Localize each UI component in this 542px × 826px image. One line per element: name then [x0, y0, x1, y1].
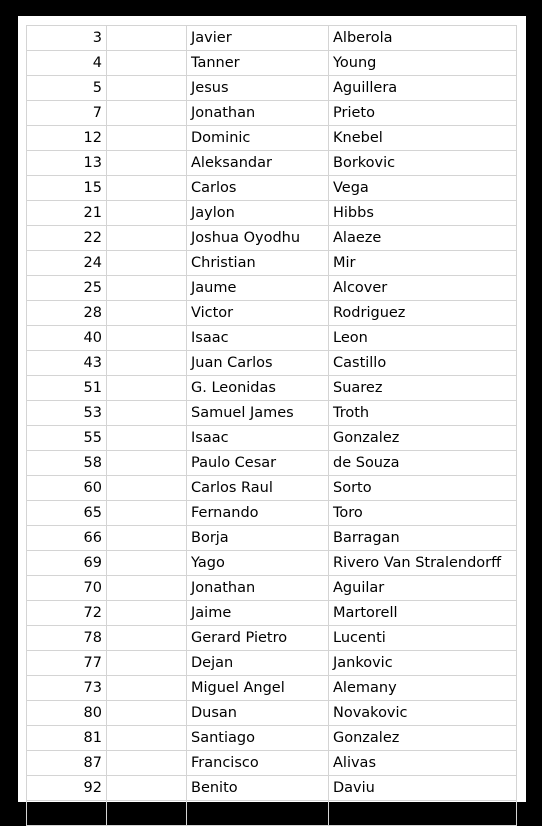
table-row — [27, 651, 517, 676]
empty-cell[interactable] — [107, 776, 187, 801]
last-name-cell[interactable]: Mir — [329, 251, 517, 276]
first-name-cell[interactable]: Miguel Angel — [187, 676, 329, 701]
first-name-cell[interactable]: Carlos Raul — [187, 476, 329, 501]
table-row — [27, 451, 517, 476]
last-name-cell[interactable]: Aguillera — [329, 76, 517, 101]
first-name-cell[interactable]: Javier — [187, 26, 329, 51]
last-name-cell[interactable]: Rivero Van Stralendorff — [329, 551, 517, 576]
table-row — [27, 226, 517, 251]
first-name-cell[interactable]: Borja — [187, 526, 329, 551]
empty-cell[interactable] — [107, 126, 187, 151]
first-name-cell[interactable]: Fernando — [187, 501, 329, 526]
last-name-cell[interactable]: Hibbs — [329, 201, 517, 226]
last-name-cell[interactable]: Sorto — [329, 476, 517, 501]
empty-cell[interactable] — [107, 576, 187, 601]
first-name-cell[interactable]: Paulo Cesar — [187, 451, 329, 476]
last-name-cell[interactable]: Jankovic — [329, 651, 517, 676]
player-number-cell[interactable]: 22 — [27, 226, 107, 251]
empty-cell[interactable] — [107, 701, 187, 726]
empty-cell[interactable] — [107, 801, 187, 826]
player-number-cell[interactable]: 24 — [27, 251, 107, 276]
table-row — [27, 701, 517, 726]
table-row — [27, 676, 517, 701]
first-name-cell[interactable]: Aleksandar — [187, 151, 329, 176]
empty-cell[interactable] — [107, 476, 187, 501]
empty-cell[interactable] — [107, 551, 187, 576]
player-number-cell[interactable]: 80 — [27, 701, 107, 726]
empty-cell[interactable] — [107, 101, 187, 126]
empty-cell[interactable] — [107, 426, 187, 451]
empty-cell[interactable] — [107, 201, 187, 226]
last-name-cell[interactable]: Suarez — [329, 376, 517, 401]
table-row — [27, 51, 517, 76]
table-row — [27, 801, 517, 826]
table-row — [27, 726, 517, 751]
player-number-cell[interactable]: 3 — [27, 26, 107, 51]
first-name-cell[interactable]: Jonathan — [187, 576, 329, 601]
last-name-cell[interactable]: Borkovic — [329, 151, 517, 176]
first-name-cell[interactable]: Yago — [187, 551, 329, 576]
roster-table-body — [27, 26, 517, 826]
last-name-cell[interactable]: Alcover — [329, 276, 517, 301]
player-number-cell[interactable]: 40 — [27, 326, 107, 351]
first-name-cell[interactable]: Dusan — [187, 701, 329, 726]
last-name-cell[interactable]: Rodriguez — [329, 301, 517, 326]
player-number-cell[interactable]: 72 — [27, 601, 107, 626]
last-name-cell[interactable]: Barragan — [329, 526, 517, 551]
table-row — [27, 526, 517, 551]
player-number-cell[interactable]: 5 — [27, 76, 107, 101]
last-name-cell[interactable]: Daviu — [329, 776, 517, 801]
player-number-cell[interactable]: 81 — [27, 726, 107, 751]
table-row — [27, 26, 517, 51]
empty-cell[interactable] — [107, 176, 187, 201]
first-name-cell[interactable]: Francisco — [187, 751, 329, 776]
last-name-cell[interactable]: Alivas — [329, 751, 517, 776]
table-row — [27, 376, 517, 401]
player-number-cell[interactable]: 7 — [27, 101, 107, 126]
first-name-cell[interactable]: Gerard Pietro — [187, 626, 329, 651]
empty-cell[interactable] — [107, 326, 187, 351]
table-row — [27, 251, 517, 276]
last-name-cell[interactable]: Gonzalez — [329, 426, 517, 451]
empty-cell[interactable] — [107, 651, 187, 676]
last-name-cell[interactable]: Alaeze — [329, 226, 517, 251]
table-row — [27, 126, 517, 151]
empty-cell[interactable] — [107, 626, 187, 651]
last-name-cell[interactable]: Castillo — [329, 351, 517, 376]
last-name-cell[interactable]: Canellas — [329, 801, 517, 826]
table-row — [27, 501, 517, 526]
table-row — [27, 601, 517, 626]
empty-cell[interactable] — [107, 526, 187, 551]
first-name-cell[interactable]: Jesus — [187, 76, 329, 101]
last-name-cell[interactable]: Gonzalez — [329, 726, 517, 751]
empty-cell[interactable] — [107, 726, 187, 751]
last-name-cell[interactable]: Alemany — [329, 676, 517, 701]
last-name-cell[interactable]: Knebel — [329, 126, 517, 151]
first-name-cell[interactable]: Dejan — [187, 651, 329, 676]
table-row — [27, 776, 517, 801]
table-row — [27, 176, 517, 201]
first-name-cell[interactable]: Samuel James — [187, 401, 329, 426]
table-row — [27, 301, 517, 326]
player-number-cell[interactable]: 12 — [27, 126, 107, 151]
table-row — [27, 326, 517, 351]
first-name-cell[interactable]: G. Leonidas — [187, 376, 329, 401]
first-name-cell[interactable]: Isaac — [187, 426, 329, 451]
player-number-cell[interactable]: 13 — [27, 151, 107, 176]
last-name-cell[interactable]: Prieto — [329, 101, 517, 126]
table-row — [27, 351, 517, 376]
player-number-cell[interactable]: 66 — [27, 526, 107, 551]
roster-table — [26, 25, 517, 826]
player-number-cell[interactable]: 28 — [27, 301, 107, 326]
player-number-cell[interactable]: 60 — [27, 476, 107, 501]
last-name-cell[interactable]: Lucenti — [329, 626, 517, 651]
player-number-cell[interactable]: 4 — [27, 51, 107, 76]
player-number-cell[interactable]: 78 — [27, 626, 107, 651]
empty-cell[interactable] — [107, 501, 187, 526]
table-row — [27, 551, 517, 576]
player-number-cell[interactable]: 69 — [27, 551, 107, 576]
table-row — [27, 401, 517, 426]
player-number-cell[interactable]: 25 — [27, 276, 107, 301]
player-number-cell[interactable]: 87 — [27, 751, 107, 776]
spreadsheet-area — [18, 16, 526, 821]
first-name-cell[interactable]: Benito — [187, 776, 329, 801]
player-number-cell[interactable]: 51 — [27, 376, 107, 401]
first-name-cell[interactable]: Isaac — [187, 326, 329, 351]
last-name-cell[interactable]: Troth — [329, 401, 517, 426]
first-name-cell[interactable]: Tanner — [187, 51, 329, 76]
first-name-cell[interactable]: Albert — [187, 801, 329, 826]
empty-cell[interactable] — [107, 251, 187, 276]
table-row — [27, 626, 517, 651]
table-row — [27, 151, 517, 176]
player-number-cell[interactable]: 65 — [27, 501, 107, 526]
player-number-cell[interactable]: 58 — [27, 451, 107, 476]
empty-cell[interactable] — [107, 451, 187, 476]
last-name-cell[interactable]: Martorell — [329, 601, 517, 626]
empty-cell[interactable] — [107, 301, 187, 326]
empty-cell[interactable] — [107, 76, 187, 101]
table-row — [27, 476, 517, 501]
first-name-cell[interactable]: Juan Carlos — [187, 351, 329, 376]
player-number-cell[interactable]: 43 — [27, 351, 107, 376]
player-number-cell[interactable]: 73 — [27, 676, 107, 701]
table-row — [27, 101, 517, 126]
first-name-cell[interactable]: Dominic — [187, 126, 329, 151]
table-row — [27, 76, 517, 101]
last-name-cell[interactable]: Vega — [329, 176, 517, 201]
last-name-cell[interactable]: Toro — [329, 501, 517, 526]
player-number-cell[interactable]: 55 — [27, 426, 107, 451]
player-number-cell[interactable]: 53 — [27, 401, 107, 426]
table-row — [27, 751, 517, 776]
last-name-cell[interactable]: Aguilar — [329, 576, 517, 601]
empty-cell[interactable] — [107, 676, 187, 701]
empty-cell[interactable] — [107, 51, 187, 76]
first-name-cell[interactable]: Victor — [187, 301, 329, 326]
empty-cell[interactable] — [107, 26, 187, 51]
last-name-cell[interactable]: Young — [329, 51, 517, 76]
player-number-cell[interactable]: 92 — [27, 776, 107, 801]
table-row — [27, 276, 517, 301]
empty-cell[interactable] — [107, 601, 187, 626]
last-name-cell[interactable]: Leon — [329, 326, 517, 351]
table-row — [27, 576, 517, 601]
first-name-cell[interactable]: Jaime — [187, 601, 329, 626]
empty-cell[interactable] — [107, 401, 187, 426]
empty-cell[interactable] — [107, 226, 187, 251]
player-number-cell[interactable]: 99 — [27, 801, 107, 826]
first-name-cell[interactable]: Carlos — [187, 176, 329, 201]
table-row — [27, 426, 517, 451]
table-row — [27, 201, 517, 226]
empty-cell[interactable] — [107, 376, 187, 401]
empty-cell[interactable] — [107, 751, 187, 776]
first-name-cell[interactable]: Jaume — [187, 276, 329, 301]
empty-cell[interactable] — [107, 276, 187, 301]
last-name-cell[interactable]: de Souza — [329, 451, 517, 476]
last-name-cell[interactable]: Novakovic — [329, 701, 517, 726]
empty-cell[interactable] — [107, 151, 187, 176]
first-name-cell[interactable]: Jonathan — [187, 101, 329, 126]
player-number-cell[interactable]: 70 — [27, 576, 107, 601]
player-number-cell[interactable]: 77 — [27, 651, 107, 676]
first-name-cell[interactable]: Santiago — [187, 726, 329, 751]
player-number-cell[interactable]: 21 — [27, 201, 107, 226]
empty-cell[interactable] — [107, 351, 187, 376]
first-name-cell[interactable]: Jaylon — [187, 201, 329, 226]
first-name-cell[interactable]: Joshua Oyodhu — [187, 226, 329, 251]
first-name-cell[interactable]: Christian — [187, 251, 329, 276]
last-name-cell[interactable]: Alberola — [329, 26, 517, 51]
player-number-cell[interactable]: 15 — [27, 176, 107, 201]
